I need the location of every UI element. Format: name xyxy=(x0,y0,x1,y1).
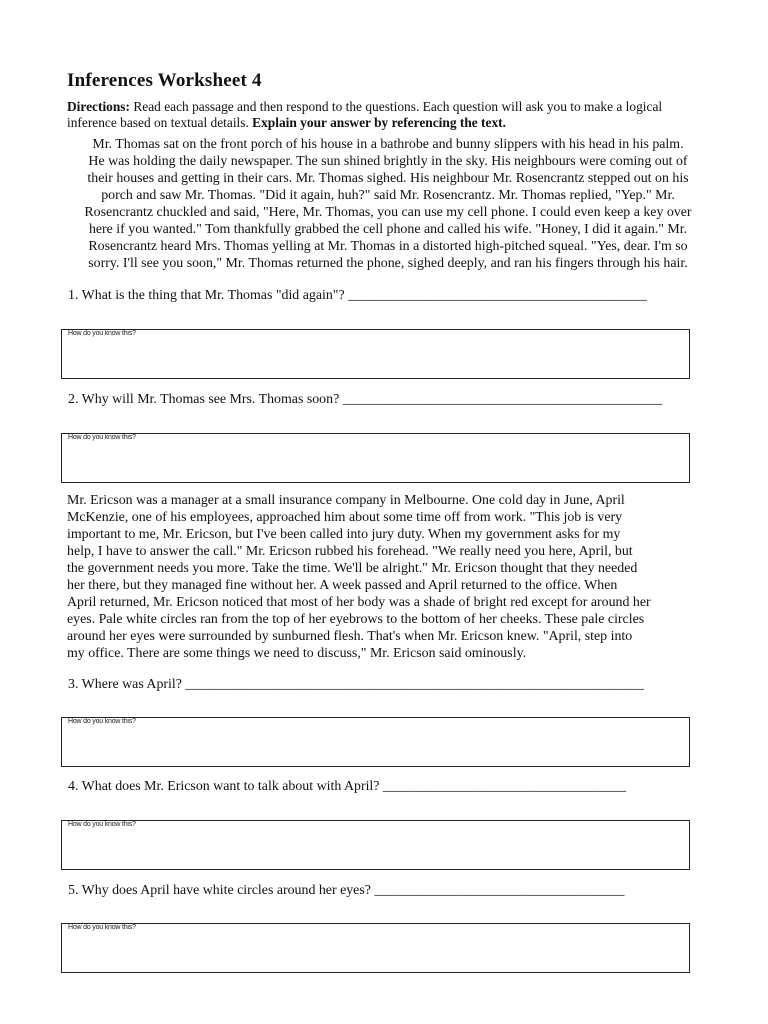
passage-line: my office. There are some things we need to discuss," Mr. Ericson said ominously. xyxy=(67,646,527,661)
passage-line: sorry. I'll see you soon," Mr. Thomas returned the phone, sighed deeply, and ran his fingers through his hair. xyxy=(88,256,688,271)
passage-line: Mr. Ericson was a manager at a small insurance company in Melbourne. One cold day in June, April xyxy=(67,493,625,508)
answer-hint: How do you know this? xyxy=(68,821,136,828)
passage-line: eyes. Pale white circles ran from the top of her eyebrows to the bottom of her cheeks. These pale circles xyxy=(67,612,645,627)
passage-line: their houses and getting in their cars. Mr. Thomas sighed. His neighbour Mr. Rosencrantz stepped out on his xyxy=(87,171,689,186)
passage-line: her there, but they managed fine without her. A week passed and April returned to the office. When xyxy=(67,578,618,593)
question-1: 1. What is the thing that Mr. Thomas "did again"? ___________________________________________ xyxy=(68,288,647,303)
passage-line: April returned, Mr. Ericson noticed that most of her body was a shade of bright red except for around her xyxy=(67,595,651,610)
question-5: 5. Why does April have white circles around her eyes? ____________________________________ xyxy=(68,883,625,898)
passage-line: the government needs you more. Take the time. We'll be alright." Mr. Ericson thought that they needed xyxy=(67,561,638,576)
directions-emphasis: Explain your answer by referencing the text. xyxy=(252,115,506,130)
directions-text: Read each passage and then respond to the questions. Each question will ask you to make a logical inference based on textual details. xyxy=(67,99,663,130)
answer-box-5[interactable] xyxy=(61,923,690,973)
passage-line: McKenzie, one of his employees, approached him about some time off from work. "This job is very xyxy=(67,510,623,525)
answer-box-1[interactable] xyxy=(61,329,690,379)
passage-line: help, I have to answer the call." Mr. Ericson rubbed his forehead. "We really need you here, April, but xyxy=(67,544,633,559)
passage-2 xyxy=(67,492,707,662)
question-2: 2. Why will Mr. Thomas see Mrs. Thomas soon? ______________________________________________ xyxy=(68,392,663,407)
answer-hint: How do you know this? xyxy=(68,434,136,441)
passage-line: Rosencrantz heard Mrs. Thomas yelling at Mr. Thomas in a distorted high-pitched squeal. "Yes, dear. I'm so xyxy=(88,239,688,254)
question-4: 4. What does Mr. Ericson want to talk about with April? ___________________________________ xyxy=(68,779,627,794)
worksheet-title: Inferences Worksheet 4 xyxy=(67,70,262,91)
passage-1 xyxy=(58,136,718,272)
answer-hint: How do you know this? xyxy=(68,924,136,931)
answer-box-2[interactable] xyxy=(61,433,690,483)
passage-line: important to me, Mr. Ericson, but I've been called into jury duty. When my government asks for my xyxy=(67,527,621,542)
passage-line: around her eyes were surrounded by sunburned flesh. That's when Mr. Ericson knew. "April, step into xyxy=(67,629,633,644)
passage-line: here if you wanted." Tom thankfully grabbed the cell phone and called his wife. "Honey, I did it again." Mr. xyxy=(88,222,688,237)
passage-line: Rosencrantz chuckled and said, "Here, Mr. Thomas, you can use my cell phone. I could even keep a key over xyxy=(84,205,692,220)
passage-line: Mr. Thomas sat on the front porch of his house in a bathrobe and bunny slippers with his head in his palm. xyxy=(92,137,684,152)
answer-box-3[interactable] xyxy=(61,717,690,767)
answer-hint: How do you know this? xyxy=(68,718,136,725)
question-3: 3. Where was April? __________________________________________________________________ xyxy=(68,677,644,692)
passage-line: porch and saw Mr. Thomas. "Did it again, huh?" said Mr. Rosencrantz. Mr. Thomas replied, "Yep." Mr. xyxy=(101,188,675,203)
directions xyxy=(67,99,707,131)
passage-line: He was holding the daily newspaper. The sun shined brightly in the sky. His neighbours were coming out of xyxy=(88,154,688,169)
answer-box-4[interactable] xyxy=(61,820,690,870)
directions-label: Directions: xyxy=(67,99,130,114)
answer-hint: How do you know this? xyxy=(68,330,136,337)
